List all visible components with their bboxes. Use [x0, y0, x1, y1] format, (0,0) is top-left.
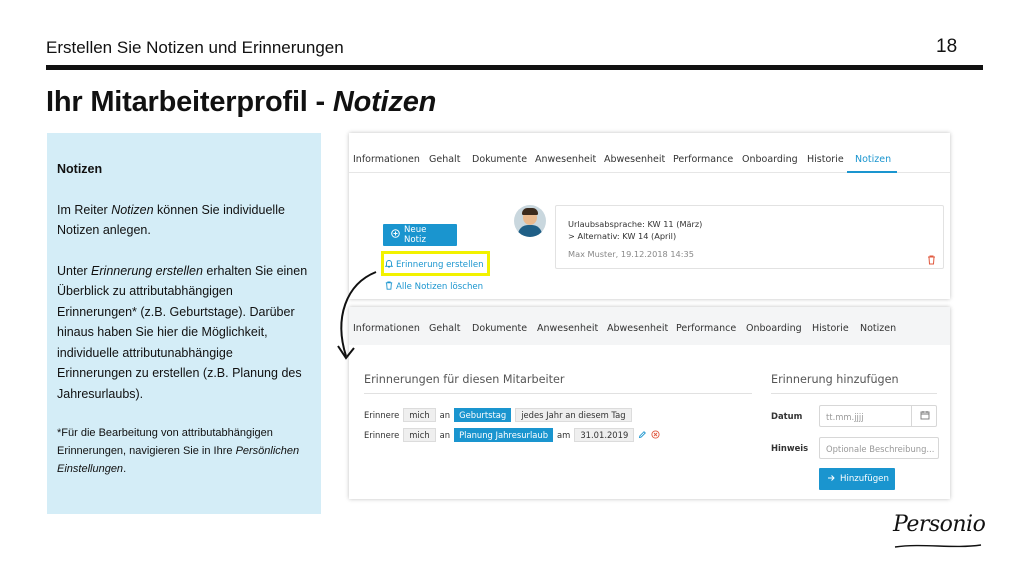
- tab-performance-2[interactable]: Performance: [676, 323, 737, 334]
- add-reminder-label: Hinzufügen: [840, 474, 889, 484]
- reminder-an: an: [439, 410, 451, 420]
- info-p1-text-end: können Sie individuelle Notizen anlegen.: [57, 202, 285, 237]
- add-reminder-button[interactable]: [819, 468, 895, 490]
- slide-header: Erstellen Sie Notizen und Erinnerungen: [46, 38, 344, 57]
- slide-title-main: Ihr Mitarbeiterprofil -: [46, 86, 333, 118]
- add-reminder-divider: [771, 393, 937, 394]
- tab-bar: [349, 133, 950, 173]
- reminder-am: am: [557, 430, 571, 440]
- reminders-screenshot: [349, 307, 950, 499]
- hint-input[interactable]: [819, 437, 939, 459]
- hint-placeholder: Optionale Beschreibung...: [826, 444, 935, 454]
- date-label: Datum: [771, 411, 803, 421]
- tab-informationen-2[interactable]: Informationen: [353, 323, 420, 334]
- delete-all-notes-label: Alle Notizen löschen: [396, 282, 484, 292]
- hint-label: Hinweis: [771, 443, 809, 453]
- reminder-date-chip[interactable]: 31.01.2019: [574, 428, 634, 442]
- tab-abwesenheit[interactable]: Abwesenheit: [604, 154, 666, 165]
- info-panel: [47, 133, 321, 514]
- tab-notizen[interactable]: Notizen: [855, 154, 892, 165]
- logo-underline: [893, 542, 983, 550]
- remove-icon[interactable]: [651, 430, 660, 441]
- note-meta: Max Muster, 19.12.2018 14:35: [568, 249, 694, 259]
- info-p2-italic: Erinnerung erstellen: [91, 263, 203, 278]
- trash-icon[interactable]: [927, 250, 936, 269]
- reminders-title: Erinnerungen für diesen Mitarbeiter: [364, 373, 565, 386]
- reminder-row-birthday: [364, 408, 632, 422]
- reminder-an: an: [439, 430, 451, 440]
- date-placeholder: tt.mm.jjjj: [826, 412, 864, 422]
- info-paragraph-notes: [57, 200, 309, 241]
- slide-number: 18: [936, 36, 958, 57]
- tab-bar-2: [349, 307, 950, 345]
- avatar: [514, 205, 546, 237]
- info-p2-text-end: erhalten Sie einen Überblick zu attributabhängigen Erinnerungen* (z.B. Geburtstage). Darüber hinaus haben Sie hier die Möglichkeit, individuelle attributunabhängige Erinnerungen zu erstellen (z.B. Planung des Jahresurlaubs).: [57, 263, 308, 401]
- create-reminder-label: Erinnerung erstellen: [396, 260, 484, 270]
- calendar-icon[interactable]: [920, 410, 930, 422]
- reminder-row-vacation: [364, 428, 660, 442]
- reminder-word: Erinnere: [364, 410, 400, 420]
- info-p2-text: Unter: [57, 263, 92, 278]
- tab-anwesenheit[interactable]: Anwesenheit: [535, 154, 597, 165]
- slide-title-italic: Notizen: [332, 86, 437, 118]
- info-p1-italic: Notizen: [111, 202, 154, 217]
- info-title: Notizen: [57, 162, 103, 176]
- reminder-word: Erinnere: [364, 430, 400, 440]
- reminders-divider: [364, 393, 752, 394]
- tab-dokumente-2[interactable]: Dokumente: [472, 323, 528, 334]
- curved-arrow-icon: [328, 266, 388, 366]
- plus-circle-icon: [391, 229, 400, 241]
- arrow-right-icon: [827, 474, 836, 485]
- add-reminder-title: Erinnerung hinzufügen: [771, 373, 899, 386]
- info-p1-text: Im Reiter: [57, 202, 112, 217]
- reminder-who-chip[interactable]: mich: [403, 408, 435, 422]
- tab-anwesenheit-2[interactable]: Anwesenheit: [537, 323, 599, 334]
- new-note-label: Neue Notiz: [404, 225, 427, 245]
- tab-onboarding[interactable]: Onboarding: [742, 154, 798, 165]
- active-tab-underline: [847, 171, 897, 173]
- date-input-separator: [911, 406, 912, 426]
- info-paragraph-reminders: [57, 261, 309, 405]
- personio-logo: Personio: [893, 512, 986, 537]
- tab-abwesenheit-2[interactable]: Abwesenheit: [607, 323, 669, 334]
- avatar-body: [518, 225, 542, 237]
- info-note-end: .: [123, 463, 127, 475]
- slide-title: [46, 86, 436, 119]
- highlight-box: [381, 251, 490, 276]
- tab-informationen[interactable]: Informationen: [353, 154, 420, 165]
- reminder-who-chip[interactable]: mich: [403, 428, 435, 442]
- tab-onboarding-2[interactable]: Onboarding: [746, 323, 802, 334]
- info-footnote: [57, 424, 309, 478]
- delete-all-notes-link[interactable]: [385, 281, 483, 293]
- reminder-event-chip[interactable]: Planung Jahresurlaub: [454, 428, 553, 442]
- note-entry: [555, 205, 944, 269]
- date-input[interactable]: [819, 405, 937, 427]
- tab-gehalt[interactable]: Gehalt: [429, 154, 461, 165]
- note-line-1: Urlaubsabsprache: KW 11 (März): [568, 219, 703, 229]
- pencil-icon[interactable]: [638, 430, 647, 441]
- tab-historie[interactable]: Historie: [807, 154, 844, 165]
- header-rule: [46, 65, 983, 70]
- new-note-button[interactable]: [383, 224, 457, 246]
- note-line-2: > Alternativ: KW 14 (April): [568, 231, 677, 241]
- tab-dokumente[interactable]: Dokumente: [472, 154, 528, 165]
- avatar-hair: [522, 208, 538, 215]
- info-note-text: *Für die Bearbeitung von attributabhängigen Erinnerungen, navigieren Sie in Ihre: [57, 427, 273, 457]
- tab-performance[interactable]: Performance: [673, 154, 734, 165]
- tab-notizen-2[interactable]: Notizen: [860, 323, 897, 334]
- tab-gehalt-2[interactable]: Gehalt: [429, 323, 461, 334]
- reminder-event-chip[interactable]: Geburtstag: [454, 408, 511, 422]
- tab-historie-2[interactable]: Historie: [812, 323, 849, 334]
- reminder-when-chip[interactable]: jedes Jahr an diesem Tag: [515, 408, 631, 422]
- info-note-italic: Persönlichen Einstellungen: [57, 445, 300, 475]
